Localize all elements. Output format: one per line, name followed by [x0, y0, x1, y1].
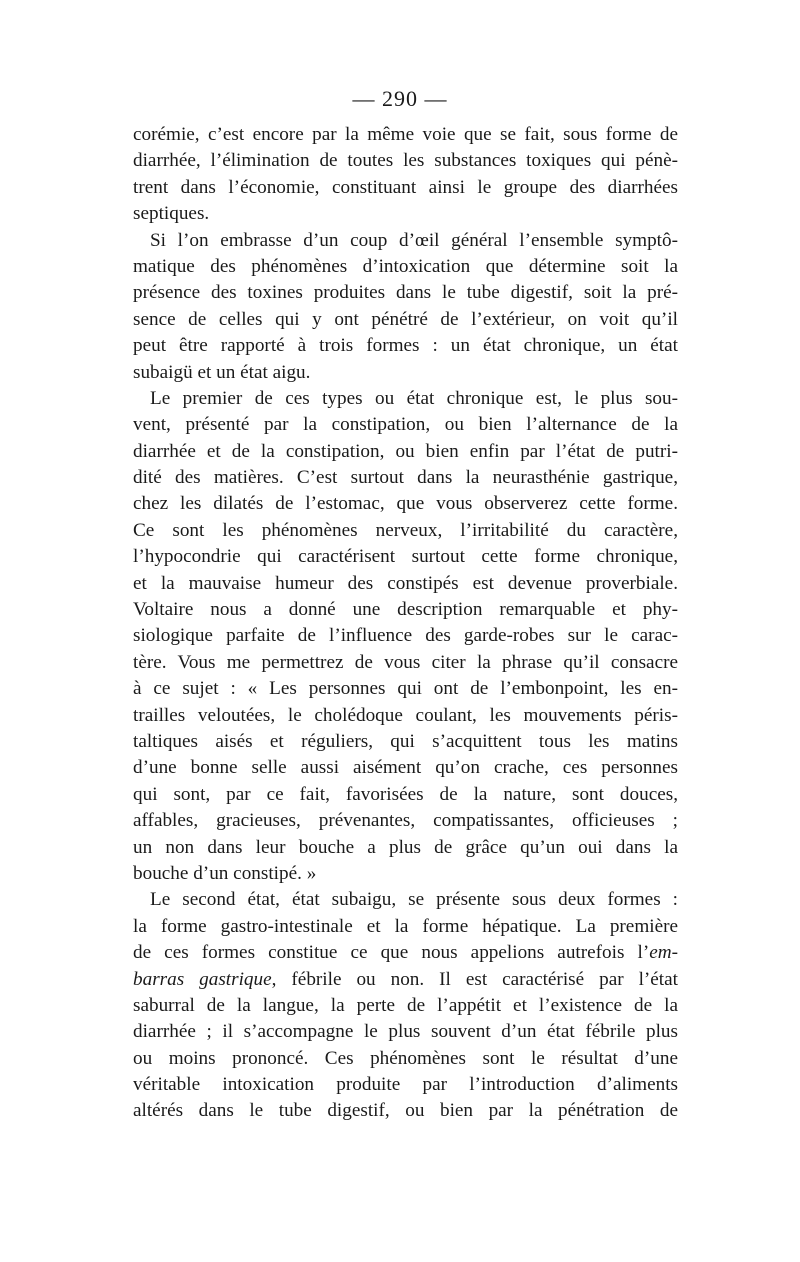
text-line: altérés dans le tube digestif, ou bien par la pénétration de — [133, 1100, 678, 1122]
text-line: saburral de la langue, la perte de l’appétit et l’existence de la — [133, 994, 678, 1016]
text-line: bouche d’un constipé. » — [133, 862, 317, 884]
text-line: et la mauvaise humeur des constipés est devenue proverbiale. — [133, 572, 678, 594]
text-line: subaigü et un état aigu. — [133, 361, 311, 383]
text-line: diarrhée ; il s’accompagne le plus souvent d’un état fébrile plus — [133, 1021, 678, 1043]
paragraph-start-line: Le second état, état subaigu, se présente sous deux formes : — [150, 889, 678, 911]
page-number: — 290 — — [352, 86, 448, 111]
text-line: vent, présenté par la constipation, ou bien l’alternance de la — [133, 414, 678, 436]
text-line: tère. Vous me permettrez de vous citer la phrase qu’il consacre — [133, 651, 678, 673]
text-line: qui sont, par ce fait, favorisées de la nature, sont douces, — [133, 783, 678, 805]
italic-fragment: barras gastrique — [133, 968, 272, 990]
text-line: la forme gastro-intestinale et la forme hépatique. La première — [133, 915, 678, 937]
text-line: ou moins prononcé. Ces phénomènes sont le résultat d’une — [133, 1047, 678, 1069]
text-line: à ce sujet : « Les personnes qui ont de l’embonpoint, les en- — [133, 678, 678, 700]
text-line: matique des phénomènes d’intoxication que détermine soit la — [133, 255, 678, 277]
text-line: un non dans leur bouche a plus de grâce qu’un oui dans la — [133, 836, 678, 858]
text-line: affables, gracieuses, prévenantes, compatissantes, officieuses ; — [133, 810, 678, 832]
text-line: diarrhée, l’élimination de toutes les substances toxiques qui pénè- — [133, 150, 678, 172]
text-line: trent dans l’économie, constituant ainsi le groupe des diarrhées — [133, 176, 678, 198]
text-line — [133, 967, 678, 993]
text-line: corémie, c’est encore par la même voie que se fait, sous forme de — [133, 124, 678, 145]
text-fragment: de ces formes constitue ce que nous appelions autrefois l’ — [133, 942, 650, 964]
text-line — [133, 940, 678, 966]
text-line: peut être rapporté à trois formes : un état chronique, un état — [133, 335, 678, 357]
text-line: septiques. — [133, 203, 210, 225]
paragraph-start-line: Le premier de ces types ou état chronique est, le plus sou- — [150, 387, 678, 409]
text-line: l’hypocondrie qui caractérisent surtout cette forme chronique, — [133, 546, 678, 568]
italic-fragment: em- — [649, 942, 678, 964]
text-line: Ce sont les phénomènes nerveux, l’irritabilité du caractère, — [133, 519, 678, 541]
paragraph-start-line: Si l’on embrasse d’un coup d’œil général l’ensemble symptô- — [150, 229, 678, 251]
text-fragment: , fébrile ou non. Il est caractérisé par l’état — [271, 968, 678, 990]
text-line: d’une bonne selle aussi aisément qu’on crache, ces personnes — [133, 757, 678, 779]
body-text — [133, 122, 678, 1125]
text-line: sence de celles qui y ont pénétré de l’extérieur, on voit qu’il — [133, 308, 678, 330]
text-line: siologique parfaite de l’influence des garde-robes sur le carac- — [133, 625, 678, 647]
text-line: véritable intoxication produite par l’introduction d’aliments — [133, 1074, 678, 1096]
text-line: présence des toxines produites dans le tube digestif, soit la pré- — [133, 282, 678, 304]
text-line: taltiques aisés et réguliers, qui s’acquittent tous les matins — [133, 730, 678, 752]
text-line: dité des matières. C’est surtout dans la neurasthénie gastrique, — [133, 467, 678, 489]
text-line: chez les dilatés de l’estomac, que vous observerez cette forme. — [133, 493, 678, 515]
text-line: Voltaire nous a donné une description remarquable et phy- — [133, 599, 678, 621]
text-line: trailles veloutées, le cholédoque coulant, les mouvements péris- — [133, 704, 678, 726]
text-line: diarrhée et de la constipation, ou bien enfin par l’état de putri- — [133, 440, 678, 462]
